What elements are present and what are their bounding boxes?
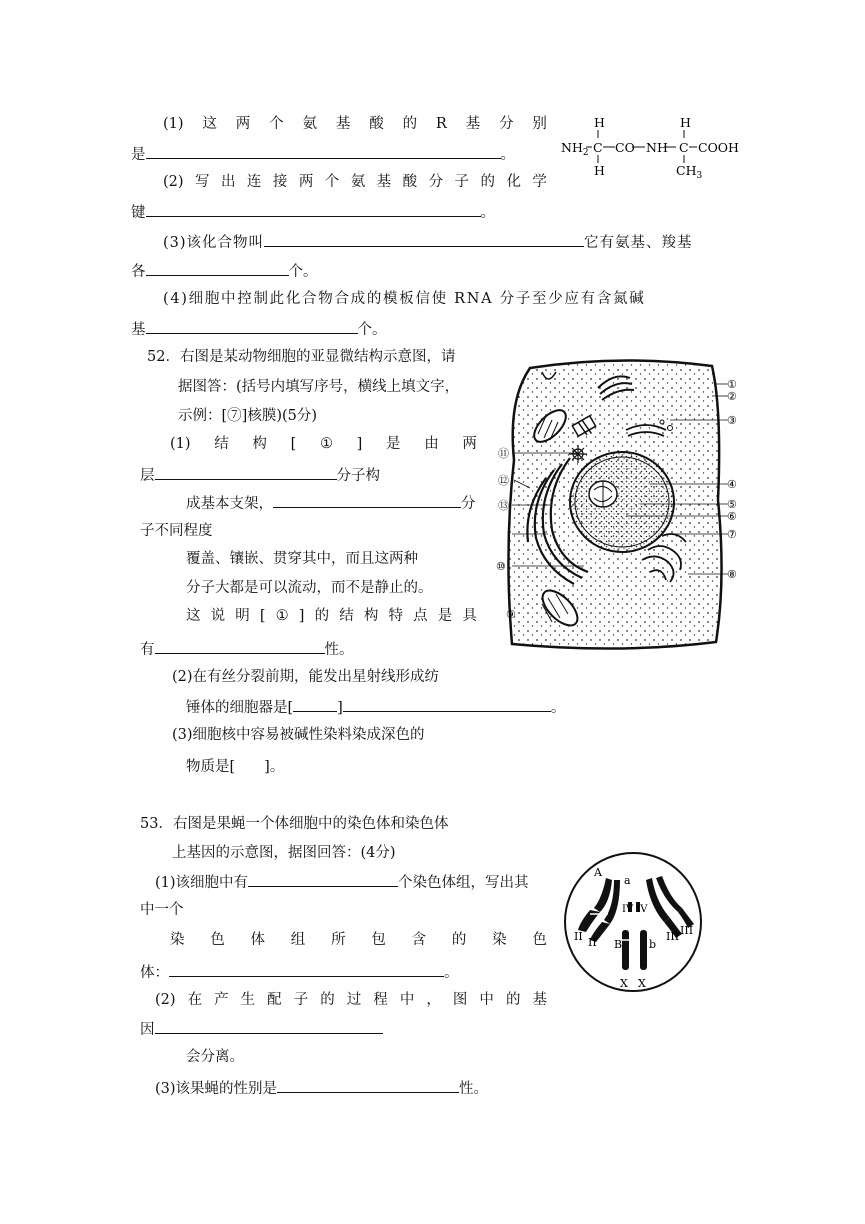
q53-p1-line2: 中一个 (140, 902, 184, 918)
label-X1: X (620, 977, 628, 990)
q52-p1-line1 (170, 434, 477, 454)
glyph: 氨 (302, 116, 317, 132)
label-9: ⑨ (506, 608, 516, 621)
chromosome-diagram (560, 850, 710, 995)
glyph: 染 (492, 932, 507, 948)
answer-blank-group-count[interactable] (146, 260, 289, 276)
formula-ch3: $CH_3$ (676, 163, 703, 181)
label-8: ⑧ (727, 568, 737, 581)
glyph: 所 (331, 932, 346, 948)
answer-blank-lipid-layer[interactable] (155, 464, 337, 480)
glyph: 中 (479, 992, 494, 1008)
label-2: ② (727, 390, 737, 403)
glyph: 学 (532, 174, 547, 190)
answer-blank-sex[interactable] (277, 1077, 459, 1093)
glyph: 点 (413, 608, 428, 624)
glyph: 程 (373, 992, 388, 1008)
q53-p1-line3 (170, 930, 547, 950)
glyph: 是 (437, 608, 453, 624)
q52-p3-line1: (3)细胞核中容易被碱性染料染成深色的 (172, 727, 425, 743)
glyph: 的 (320, 992, 335, 1008)
glyph: 接 (272, 174, 288, 190)
answer-blank-set-count[interactable] (248, 871, 398, 887)
glyph: 在 (187, 992, 203, 1008)
glyph: (2) (155, 992, 176, 1008)
q51-p2-line1 (163, 172, 547, 192)
glyph: ] (298, 608, 305, 624)
answer-blank-genes[interactable] (155, 1018, 383, 1034)
q52-p3-line2: 物质是[ ]。 (186, 759, 285, 775)
glyph: 说 (210, 608, 226, 624)
glyph: 产 (214, 992, 229, 1008)
label-11: ⑪ (498, 447, 509, 460)
glyph: 特 (388, 608, 403, 624)
q53-p2-line2: 因 (140, 1018, 383, 1040)
q53-p3: (3)该果蝇的性别是 性。 (155, 1077, 488, 1099)
glyph: 具 (462, 608, 477, 624)
label-IV: IV IV (622, 904, 648, 915)
q52-p1-line2: 层 分子构 (140, 464, 380, 486)
glyph: 个 (324, 174, 340, 190)
q51-p4-line1: (4)细胞中控制此化合物合成的模板信使 RNA 分子至少应有含氮碱 (163, 291, 646, 307)
gene-A: A (594, 866, 602, 879)
glyph: 构 (363, 608, 379, 624)
glyph: [ (290, 436, 297, 452)
glyph: 包 (371, 932, 386, 948)
label-III-right: III (680, 924, 694, 937)
glyph: 别 (532, 116, 547, 132)
dipeptide-formula (560, 112, 740, 182)
gene-B: B (614, 938, 623, 951)
q53-title-line2: 上基因的示意图，据图回答：(4分) (172, 845, 396, 861)
glyph: 基 (335, 116, 351, 132)
q52-p1-line6: 分子大都是可以流动，而不是静止的。 (186, 580, 433, 596)
q52-p1-line7 (186, 606, 477, 626)
animal-cell-diagram (490, 350, 752, 658)
gene-b: b (649, 938, 657, 951)
gene-a: a (624, 874, 631, 887)
q51-p1-line2: 是 。 (131, 143, 515, 165)
glyph: R (435, 116, 447, 132)
q51-p3-line2: 各 个。 (131, 260, 318, 282)
label-4: ④ (727, 478, 737, 491)
glyph: 写 (195, 174, 210, 190)
q53-title-line1: 53．右图是果蝇一个体细胞中的染色体和染色体 (140, 816, 449, 832)
answer-blank-centriole-number[interactable] (293, 696, 337, 712)
glyph: 生 (240, 992, 256, 1008)
q52-title-line3: 示例：[⑦]核膜)(5分) (178, 408, 318, 424)
glyph: 色 (532, 932, 547, 948)
q51-p4-line2: 基 个。 (131, 318, 387, 340)
glyph: 分 (428, 174, 444, 190)
answer-blank-r-groups[interactable] (146, 143, 501, 159)
glyph: 的 (314, 608, 330, 624)
glyph: [ (259, 608, 266, 624)
q52-p2-line1: (2)在有丝分裂前期，能发出星射线形成纺 (172, 669, 440, 685)
label-5: ⑤ (727, 498, 737, 511)
glyph: 配 (267, 992, 282, 1008)
glyph: 子 (454, 174, 470, 190)
glyph: 氨 (350, 174, 366, 190)
label-10: ⑩ (496, 560, 506, 573)
glyph: ① (319, 436, 333, 452)
glyph: 这 (202, 116, 217, 132)
q53-p2-line3: 会分离。 (186, 1049, 244, 1065)
glyph: 图 (452, 992, 468, 1008)
glyph: 基 (465, 116, 481, 132)
glyph: 的 (451, 932, 467, 948)
glyph: ] (356, 436, 363, 452)
glyph: 这 (186, 608, 201, 624)
answer-blank-fluidity[interactable] (155, 638, 325, 654)
glyph: 酸 (402, 174, 418, 190)
glyph: 化 (506, 174, 521, 190)
glyph: 分 (499, 116, 514, 132)
glyph: 两 (235, 116, 251, 132)
glyph: 结 (339, 608, 354, 624)
q52-p1-line4: 子不同程度 (140, 523, 213, 539)
q53-p1-line4: 体： 。 (140, 961, 459, 983)
glyph: 的 (505, 992, 521, 1008)
glyph: 子 (293, 992, 309, 1008)
glyph: 是 (386, 436, 401, 452)
q52-p1-line8: 有 性。 (140, 638, 354, 660)
formula-c-left: C (593, 140, 603, 155)
glyph: 构 (252, 436, 267, 452)
glyph: 染 (170, 932, 185, 948)
formula-h-top-left: H (594, 115, 605, 130)
glyph: ① (275, 608, 289, 624)
glyph: 两 (462, 436, 477, 452)
glyph: (2) (163, 174, 184, 190)
glyph: 明 (235, 608, 250, 624)
glyph: 体 (250, 932, 266, 948)
label-III-left: III (666, 930, 680, 943)
answer-blank-chromosomes[interactable] (169, 961, 444, 977)
label-3: ③ (727, 414, 737, 427)
glyph: 色 (210, 932, 225, 948)
q52-p1-line3: 成基本支架， 分 (186, 492, 476, 514)
glyph: (1) (170, 436, 191, 452)
q53-p1-line1: (1)该细胞中有 个染色体组，写出其 (155, 871, 529, 893)
answer-blank-chemical-bond[interactable] (146, 201, 481, 217)
glyph: 过 (346, 992, 362, 1008)
glyph: 含 (411, 932, 427, 948)
q52-title-line1: 52．右图是某动物细胞的亚显微结构示意图，请 (147, 349, 456, 365)
glyph: 的 (402, 116, 418, 132)
glyph: (1) (163, 116, 184, 132)
formula-nh2: $NH_2$ (561, 140, 589, 158)
glyph: 基 (532, 992, 547, 1008)
q52-p1-line5: 覆盖、镶嵌、贯穿其中，而且这两种 (186, 551, 418, 567)
formula-c-right: C (679, 140, 689, 155)
q53-p2-line1 (155, 990, 547, 1010)
glyph: 由 (424, 436, 439, 452)
label-7: ⑦ (727, 528, 737, 541)
formula-h-bottom: H (594, 163, 605, 178)
glyph: 结 (214, 436, 229, 452)
label-II-right: II (588, 936, 597, 949)
label-13: ⑬ (498, 499, 509, 512)
answer-blank-compound-name[interactable] (264, 231, 584, 247)
formula-cooh: COOH (698, 140, 739, 155)
answer-blank-centriole-name[interactable] (343, 696, 551, 712)
label-12: ⑫ (498, 474, 509, 487)
formula-h-top-right: H (680, 115, 691, 130)
glyph: 连 (246, 174, 262, 190)
glyph: 组 (290, 932, 306, 948)
label-6: ⑥ (727, 510, 737, 523)
q51-p2-line2: 键 。 (131, 201, 495, 223)
glyph: 个 (269, 116, 284, 132)
q52-title-line2: 据图答：(括号内填写序号，横线上填文字， (178, 379, 460, 395)
formula-nh: NH (646, 140, 668, 155)
label-1: ① (727, 378, 737, 391)
q51-p3-line1: (3)该化合物叫 它有氨基、羧基 (163, 231, 693, 253)
formula-co: CO (615, 140, 635, 155)
answer-blank-base-count[interactable] (146, 318, 358, 334)
q52-p2-line2: 锤体的细胞器是[ ] 。 (186, 696, 565, 718)
glyph: ， (426, 992, 441, 1008)
answer-blank-protein-molecule[interactable] (273, 492, 461, 508)
glyph: 两 (298, 174, 314, 190)
label-X2: X (638, 977, 646, 990)
glyph: 中 (399, 992, 415, 1008)
glyph: 出 (220, 174, 236, 190)
glyph: 酸 (369, 116, 384, 132)
q51-p1-line1 (163, 114, 547, 134)
glyph: 基 (376, 174, 392, 190)
glyph: 的 (480, 174, 495, 190)
label-II-left: II (574, 930, 583, 943)
